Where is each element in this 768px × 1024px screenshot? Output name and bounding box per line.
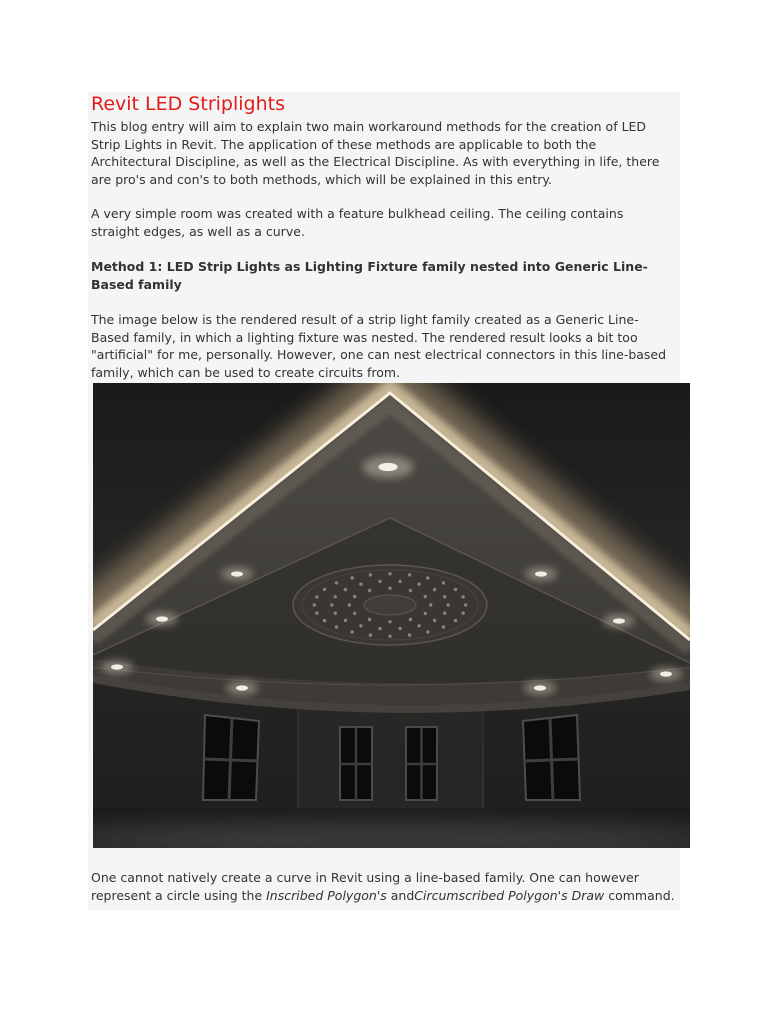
rose-light-dot	[368, 618, 371, 621]
paragraph-line: family, which can be used to create circuits from.	[91, 364, 401, 380]
paragraph-line: A very simple room was created with a feature bulkhead ceiling. The ceiling contains	[91, 206, 624, 221]
method-1-heading	[91, 258, 648, 293]
paragraph-line: This blog entry will aim to explain two main workaround methods for the creation of LED	[91, 119, 647, 134]
downlight-lens	[236, 685, 248, 690]
rose-light-dot	[426, 630, 429, 633]
rose-light-dot	[353, 612, 356, 615]
heading-line: Method 1: LED Strip Lights as Lighting Fixture family nested into Generic Line-	[91, 259, 648, 274]
downlight	[226, 681, 258, 695]
ceiling-rose	[293, 565, 487, 645]
polygon-paragraph	[91, 869, 675, 904]
rose-light-dot	[348, 603, 351, 606]
downlight	[524, 681, 556, 695]
rose-light-dot	[417, 624, 420, 627]
rose-light-dot	[323, 619, 326, 622]
rose-light-dot	[388, 620, 391, 623]
intro-paragraph	[91, 118, 659, 188]
rose-light-dot	[369, 573, 372, 576]
rose-light-dot	[461, 595, 464, 598]
floor-reflection	[93, 824, 690, 848]
rose-light-dot	[388, 572, 391, 575]
rose-light-dot	[461, 611, 464, 614]
downlight	[525, 567, 557, 581]
rose-light-dot	[359, 624, 362, 627]
rose-light-dot	[335, 625, 338, 628]
rose-light-dot	[359, 583, 362, 586]
window-center-right	[406, 727, 437, 800]
rose-light-dot	[344, 619, 347, 622]
text-segment: represent a circle using the	[91, 887, 267, 903]
downlight	[362, 456, 413, 478]
window-center-left	[340, 727, 372, 800]
paragraph-line: "artificial" for me, personally. However, one can nest electrical connectors in this line-based	[91, 347, 667, 363]
rose-light-dot	[378, 580, 381, 583]
downlight-lens	[111, 664, 123, 669]
downlight	[101, 660, 133, 674]
paragraph-line: Based family, in which a lighting fixture was nested. The rendered result looks a bit too	[91, 329, 638, 345]
rose-light-dot	[323, 588, 326, 591]
downlight-lens	[378, 463, 397, 471]
rose-light-dot	[330, 603, 333, 606]
rose-light-dot	[351, 630, 354, 633]
italic-term-inscribed-polygon: Inscribed Polygon's	[266, 887, 387, 903]
rose-light-dot	[315, 595, 318, 598]
rose-light-dot	[442, 625, 445, 628]
rose-light-dot	[388, 635, 391, 638]
heading-line: Based family	[91, 276, 182, 292]
room-render-svg	[93, 383, 690, 848]
rose-light-dot	[424, 595, 427, 598]
method-1-paragraph	[91, 311, 666, 381]
rose-light-dot	[433, 619, 436, 622]
paragraph-line: The image below is the rendered result of a strip light family created as a Generic Line-	[91, 312, 639, 327]
downlight-lens	[613, 618, 625, 623]
rose-light-dot	[464, 603, 467, 606]
rose-light-dot	[443, 612, 446, 615]
downlight	[146, 612, 178, 626]
rose-light-dot	[426, 576, 429, 579]
paragraph-line: straight edges, as well as a curve.	[91, 223, 305, 239]
rose-light-dot	[344, 588, 347, 591]
downlight	[650, 667, 682, 681]
rose-light-dot	[334, 612, 337, 615]
paragraph-line: Strip Lights in Revit. The application of these methods are applicable to both the	[91, 136, 597, 152]
downlight	[603, 614, 635, 628]
rose-light-dot	[429, 603, 432, 606]
rose-light-dot	[398, 580, 401, 583]
text-segment: command.	[604, 887, 675, 903]
rose-light-dot	[388, 587, 391, 590]
rose-light-dot	[369, 633, 372, 636]
paragraph-line: One cannot natively create a curve in Revit using a line-based family. One can however	[91, 870, 639, 885]
rose-light-dot	[409, 618, 412, 621]
rose-light-dot	[334, 595, 337, 598]
downlight-lens	[231, 571, 243, 576]
rose-light-dot	[398, 627, 401, 630]
rose-light-dot	[433, 588, 436, 591]
italic-term-circumscribed-polygon: Circumscribed Polygon's Draw	[414, 887, 605, 903]
rose-light-dot	[315, 611, 318, 614]
rose-light-dot	[378, 627, 381, 630]
rose-light-dot	[353, 595, 356, 598]
rose-light-dot	[443, 595, 446, 598]
window-left	[203, 715, 259, 800]
downlight-lens	[534, 685, 546, 690]
downlight	[221, 567, 253, 581]
rose-light-dot	[454, 588, 457, 591]
rendered-room-image	[93, 383, 690, 848]
rose-light-dot	[335, 581, 338, 584]
paragraph-line-with-terms	[91, 887, 675, 905]
paragraph-line: Architectural Discipline, as well as the Electrical Discipline. As with everything in life, there	[91, 154, 660, 170]
rose-light-dot	[424, 612, 427, 615]
rose-light-dot	[313, 603, 316, 606]
rose-light-dot	[447, 603, 450, 606]
downlight-lens	[156, 616, 168, 621]
article-title: Revit LED Striplights	[91, 93, 285, 115]
text-segment: and	[386, 887, 415, 903]
rose-light-dot	[408, 633, 411, 636]
rose-light-dot	[368, 589, 371, 592]
downlight-lens	[660, 671, 672, 676]
rose-light-dot	[351, 576, 354, 579]
rose-light-dot	[408, 573, 411, 576]
rose-light-dot	[442, 581, 445, 584]
rose-light-dot	[409, 589, 412, 592]
room-paragraph	[91, 205, 623, 240]
rose-light-dot	[417, 583, 420, 586]
window-right	[523, 715, 580, 800]
rose-light-dot	[454, 619, 457, 622]
paragraph-line: are pro's and con's to both methods, which will be explained in this entry.	[91, 171, 552, 187]
downlight-lens	[535, 571, 547, 576]
